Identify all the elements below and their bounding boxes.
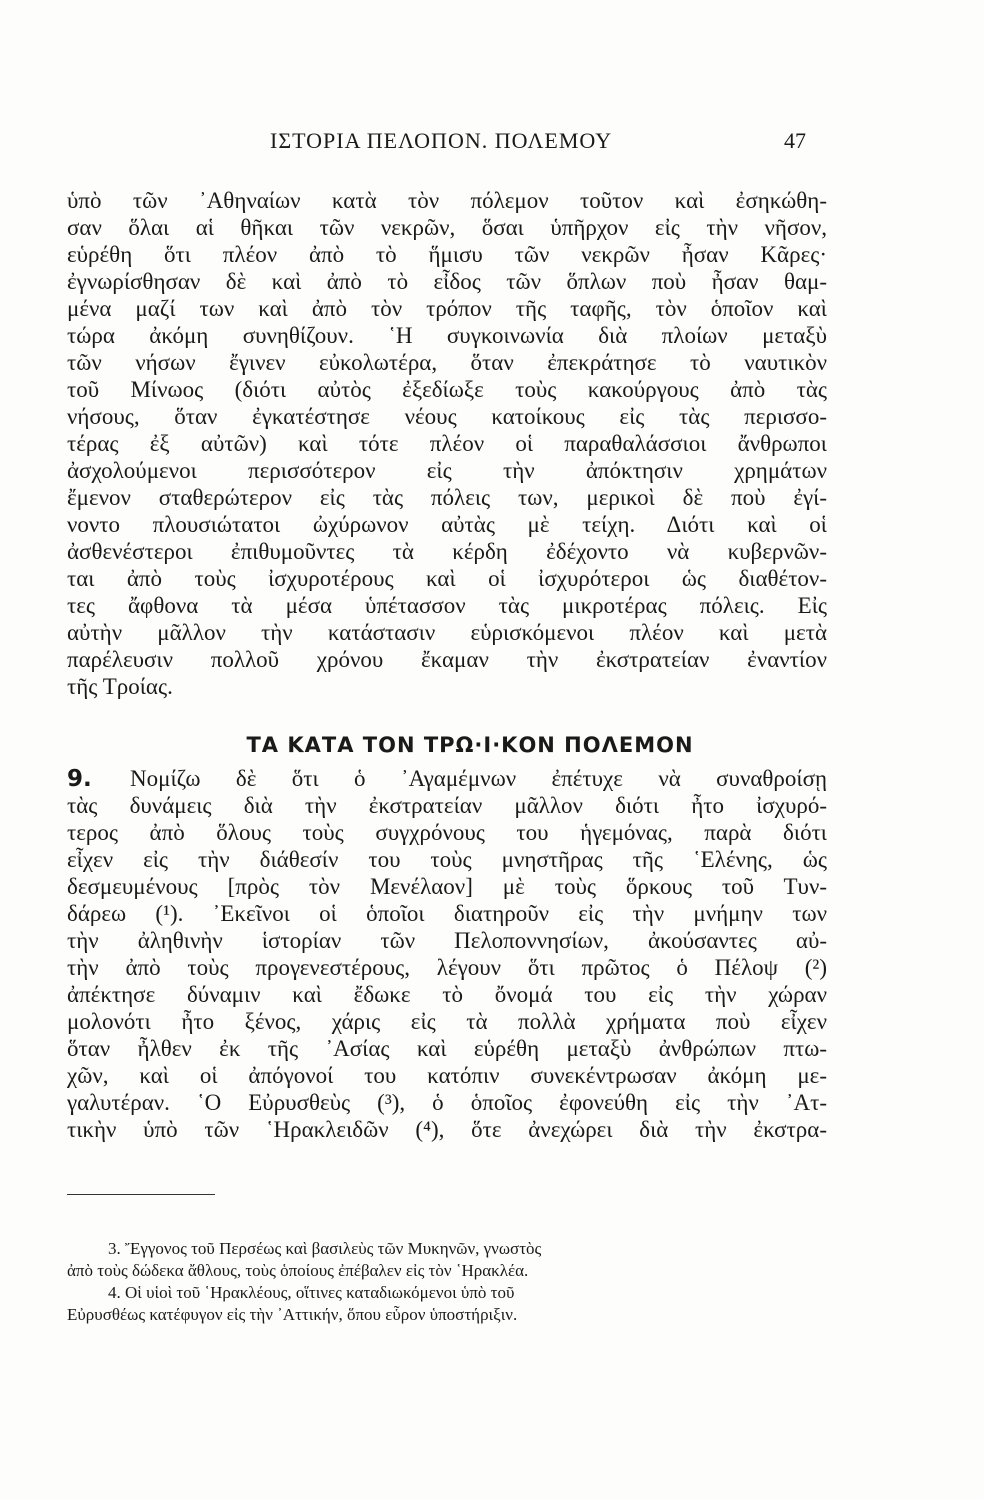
- text-line: ἐγνωρίσθησαν δὲ καὶ ἀπὸ τὸ εἶδος τῶν ὅπλων ποὺ ἦσαν θαμ-: [67, 269, 827, 294]
- text-line: ὑπὸ τῶν ᾿Αθηναίων κατὰ τὸν πόλεμον τοῦτον καὶ ἐσηκώθη-: [67, 188, 827, 213]
- text-line: τῆς Τροίας.: [67, 674, 173, 699]
- paragraph-number: 9.: [67, 766, 92, 792]
- text-line: σαν ὅλαι αἱ θῆκαι τῶν νεκρῶν, ὅσαι ὑπῆρχον εἰς τὴν νῆσον,: [67, 215, 827, 240]
- paragraph-text: Νομίζω δὲ ὅτι ὁ ᾿Αγαμέμνων ἐπέτυχε νὰ συναθροίσῃ: [130, 766, 827, 791]
- section-heading: ΤΑ ΚΑΤΑ ΤΟΝ ΤΡΩ·Ι·ΚΟΝ ΠΟΛΕΜΟΝ: [246, 733, 694, 757]
- text-line: τερος ἀπὸ ὅλους τοὺς συγχρόνους του ἡγεμόνας, παρὰ διότι: [67, 820, 827, 845]
- footnote-3-line-2: ἀπὸ τοὺς δώδεκα ἄθλους, τοὺς ὁποίους ἐπέβαλεν εἰς τὸν ῾Ηρακλέα.: [67, 1261, 529, 1280]
- text-line: δεσμευμένους [πρὸς τὸν Μενέλαον] μὲ τοὺς ὅρκους τοῦ Τυν-: [67, 874, 827, 899]
- text-line: τες ἄφθονα τὰ μέσα ὑπέτασσον τὰς μικροτέρας πόλεις. Εἰς: [67, 593, 827, 618]
- text-line: μολονότι ἦτο ξένος, χάρις εἰς τὰ πολλὰ χρήματα ποὺ εἶχεν: [67, 1009, 827, 1034]
- text-line: τῶν νήσων ἔγινεν εὐκολωτέρα, ὅταν ἐπεκράτησε τὸ ναυτικὸν: [67, 350, 827, 375]
- text-line: παρέλευσιν πολλοῦ χρόνου ἔκαμαν τὴν ἐκστρατείαν ἐναντίον: [67, 647, 827, 672]
- text-line: τὴν ἀληθινὴν ἱστορίαν τῶν Πελοποννησίων, ἀκούσαντες αὐ-: [67, 928, 827, 953]
- footnote-divider: [67, 1194, 215, 1195]
- page-number: 47: [784, 128, 806, 153]
- text-line: ὅταν ἦλθεν ἐκ τῆς ᾿Ασίας καὶ εὑρέθη μεταξὺ ἀνθρώπων πτω-: [67, 1036, 827, 1061]
- text-line: ται ἀπὸ τοὺς ἰσχυροτέρους καὶ οἱ ἰσχυρότεροι ὡς διαθέτον-: [67, 566, 827, 591]
- text-line: ἀσθενέστεροι ἐπιθυμοῦντες τὰ κέρδη ἐδέχοντο νὰ κυβερνῶν-: [67, 539, 827, 564]
- text-line: γαλυτέραν. ῾Ο Εὐρυσθεὺς (³), ὁ ὁποῖος ἐφονεύθη εἰς τὴν ᾿Ατ-: [67, 1090, 827, 1115]
- text-line: τοῦ Μίνωος (διότι αὐτὸς ἐξεδίωξε τοὺς κακούργους ἀπὸ τὰς: [67, 377, 827, 402]
- text-line: τέρας ἐξ αὐτῶν) καὶ τότε πλέον οἱ παραθαλάσσιοι ἄνθρωποι: [67, 431, 827, 456]
- text-line: νήσους, ὅταν ἐγκατέστησε νέους κατοίκους εἰς τὰς περισσο-: [67, 404, 827, 429]
- text-line: εἶχεν εἰς τὴν διάθεσίν του τοὺς μνηστῆρας τῆς ῾Ελένης, ὡς: [67, 847, 827, 872]
- text-line: εὑρέθη ὅτι πλέον ἀπὸ τὸ ἥμισυ τῶν νεκρῶν ἦσαν Κᾶρες·: [67, 242, 827, 267]
- text-line: τώρα ἀκόμη συνηθίζουν. ῾Η συγκοινωνία διὰ πλοίων μεταξὺ: [67, 323, 827, 348]
- footnote-4-line-1: 4. Οἱ υἱοὶ τοῦ ῾Ηρακλέους, οἵτινες καταδιωκόμενοι ὑπὸ τοῦ: [108, 1283, 515, 1302]
- text-line: μένα μαζί των καὶ ἀπὸ τὸν τρόπον τῆς ταφῆς, τὸν ὁποῖον καὶ: [67, 296, 827, 321]
- text-line: νοντο πλουσιώτατοι ὠχύρωνον αὐτὰς μὲ τείχη. Διότι καὶ οἱ: [67, 512, 827, 537]
- text-line: ἀπέκτησε δύναμιν καὶ ἔδωκε τὸ ὄνομά του εἰς τὴν χώραν: [67, 982, 827, 1007]
- text-line: τὰς δυνάμεις διὰ τὴν ἐκστρατείαν μᾶλλον διότι ἦτο ἰσχυρό-: [67, 793, 827, 818]
- text-line: τικὴν ὑπὸ τῶν ῾Ηρακλειδῶν (⁴), ὅτε ἀνεχώρει διὰ τὴν ἐκστρα-: [67, 1117, 827, 1142]
- text-line: δάρεω (¹). ᾿Εκεῖνοι οἱ ὁποῖοι διατηροῦν εἰς τὴν μνήμην των: [67, 901, 827, 926]
- text-line: [130, 765, 827, 792]
- running-head-title: ΙΣΤΟΡΙΑ ΠΕΛΟΠΟΝ. ΠΟΛΕΜΟΥ: [270, 128, 613, 153]
- text-line: αὐτὴν μᾶλλον τὴν κατάστασιν εὑρισκόμενοι πλέον καὶ μετὰ: [67, 620, 827, 645]
- text-line: ἀσχολούμενοι περισσότερον εἰς τὴν ἀπόκτησιν χρημάτων: [67, 458, 827, 483]
- text-line: τὴν ἀπὸ τοὺς προγενεστέρους, λέγουν ὅτι πρῶτος ὁ Πέλοψ (²): [67, 955, 827, 980]
- text-line: χῶν, καὶ οἱ ἀπόγονοί του κατόπιν συνεκέντρωσαν ἀκόμη με-: [67, 1063, 827, 1088]
- footnote-4-line-2: Εὐρυσθέως κατέφυγον εἰς τὴν ᾿Αττικήν, ὅπου εὗρον ὑποστήριξιν.: [67, 1305, 518, 1324]
- paragraph-number-line: [67, 765, 127, 793]
- text-line: ἔμενον σταθερώτερον εἰς τὰς πόλεις των, μερικοὶ δὲ ποὺ ἐγί-: [67, 485, 827, 510]
- footnote-3-line-1: 3. Ἔγγονος τοῦ Περσέως καὶ βασιλεὺς τῶν Μυκηνῶν, γνωστὸς: [108, 1239, 542, 1258]
